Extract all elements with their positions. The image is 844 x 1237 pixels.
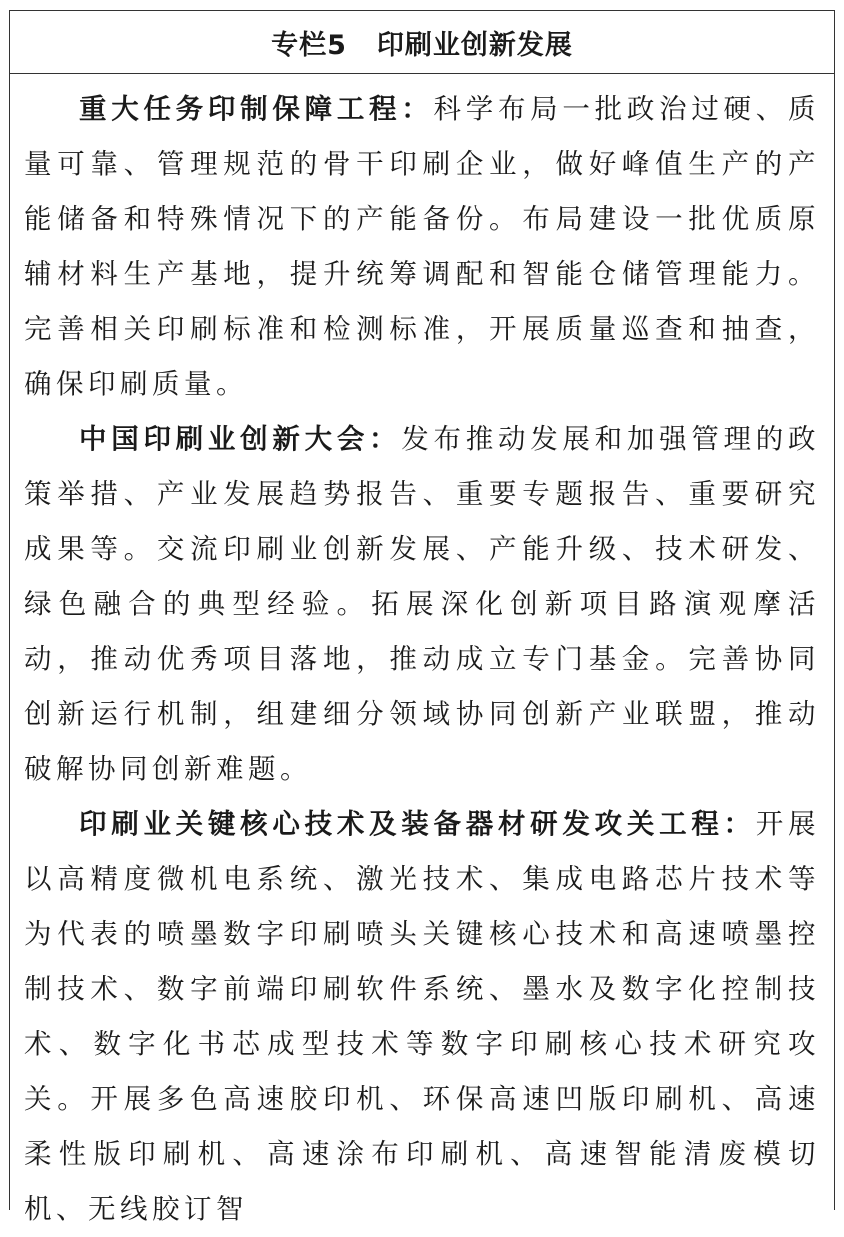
paragraph-text: 开展以高精度微机电系统、激光技术、集成电路芯片技术等为代表的喷墨数字印刷喷头关键核心技术和高速喷墨控制技术、数字前端印刷软件系统、墨水及数字化控制技术、数字化书芯成型技术等数字印刷核心技术研究攻关。开展多色高速胶印机、环保高速凹版印刷机、高速柔性版印刷机、高速涂布印刷机、高速智能清废模切机、无线胶订智 (24, 808, 821, 1225)
paragraph-key-technology (24, 797, 820, 1237)
box-title-text: 印刷业创新发展 (376, 29, 573, 61)
paragraph-text: 发布推动发展和加强管理的政策举措、产业发展趋势报告、重要专题报告、重要研究成果等。交流印刷业创新发展、产能升级、技术研发、绿色融合的典型经验。拓展深化创新项目路演观摩活动，推动优秀项目落地，推动成立专门基金。完善协同创新运行机制，组建细分领域协同创新产业联盟，推动破解协同创新难题。 (24, 423, 821, 785)
box-title-label: 专栏5 (271, 29, 347, 61)
box-body (10, 74, 834, 1237)
feature-box (9, 10, 835, 1225)
paragraph-heading: 印刷业关键核心技术及装备器材研发攻关工程： (79, 808, 756, 840)
paragraph-heading: 重大任务印制保障工程： (79, 93, 434, 125)
box-title (10, 11, 834, 74)
paragraph-innovation-conference (24, 412, 820, 797)
paragraph-major-task-printing (24, 82, 820, 412)
paragraph-text: 科学布局一批政治过硬、质量可靠、管理规范的骨干印刷企业，做好峰值生产的产能储备和特殊情况下的产能备份。布局建设一批优质原辅材料生产基地，提升统筹调配和智能仓储管理能力。完善相关印刷标准和检测标准，开展质量巡查和抽查，确保印刷质量。 (24, 93, 820, 400)
paragraph-heading: 中国印刷业创新大会： (79, 423, 402, 455)
